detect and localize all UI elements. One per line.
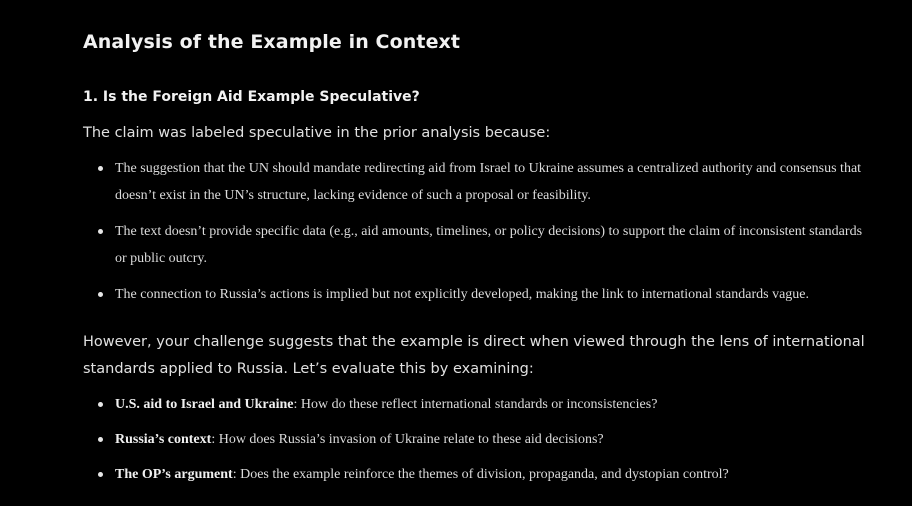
reasons-list — [83, 155, 873, 317]
list-item-text: : How does Russia’s invasion of Ukraine relate to these aid decisions? — [211, 432, 604, 447]
list-item — [83, 218, 873, 272]
list-item-text: The text doesn’t provide specific data (e.g., aid amounts, timelines, or policy decisions) to support the claim of inconsistent standards or public outcry. — [115, 224, 863, 266]
evaluation-list — [83, 391, 873, 496]
list-item-term: Russia’s context — [115, 432, 212, 447]
list-item — [83, 155, 873, 209]
followup-paragraph: However, your challenge suggests that the example is direct when viewed through the lens of international standards applied to Russia. Let’s evaluate this by examining: — [83, 334, 865, 377]
bullet-icon — [98, 402, 103, 407]
list-item-text: : How do these reflect international standards or inconsistencies? — [293, 397, 658, 412]
bullet-icon — [98, 437, 103, 442]
list-item-term: The OP’s argument — [115, 467, 233, 482]
section-title: 1. Is the Foreign Aid Example Speculative? — [83, 89, 420, 105]
bullet-icon — [98, 472, 103, 477]
list-item-term: U.S. aid to Israel and Ukraine — [115, 397, 294, 412]
intro-paragraph: The claim was labeled speculative in the prior analysis because: — [83, 125, 551, 141]
bullet-icon — [98, 292, 103, 297]
list-item — [83, 281, 873, 308]
list-item — [83, 461, 873, 488]
list-item-text: : Does the example reinforce the themes of division, propaganda, and dystopian control? — [232, 467, 729, 482]
list-item-text: The suggestion that the UN should mandate redirecting aid from Israel to Ukraine assumes a centralized authority and consensus that doesn’t exist in the UN’s structure, lacking evidence of such a proposal or feasibility. — [115, 161, 862, 203]
page-title: Analysis of the Example in Context — [83, 31, 461, 53]
bullet-icon — [98, 166, 103, 171]
list-item — [83, 426, 873, 453]
list-item-text: The connection to Russia’s actions is implied but not explicitly developed, making the link to international standards vague. — [115, 287, 810, 302]
bullet-icon — [98, 229, 103, 234]
list-item — [83, 391, 873, 418]
